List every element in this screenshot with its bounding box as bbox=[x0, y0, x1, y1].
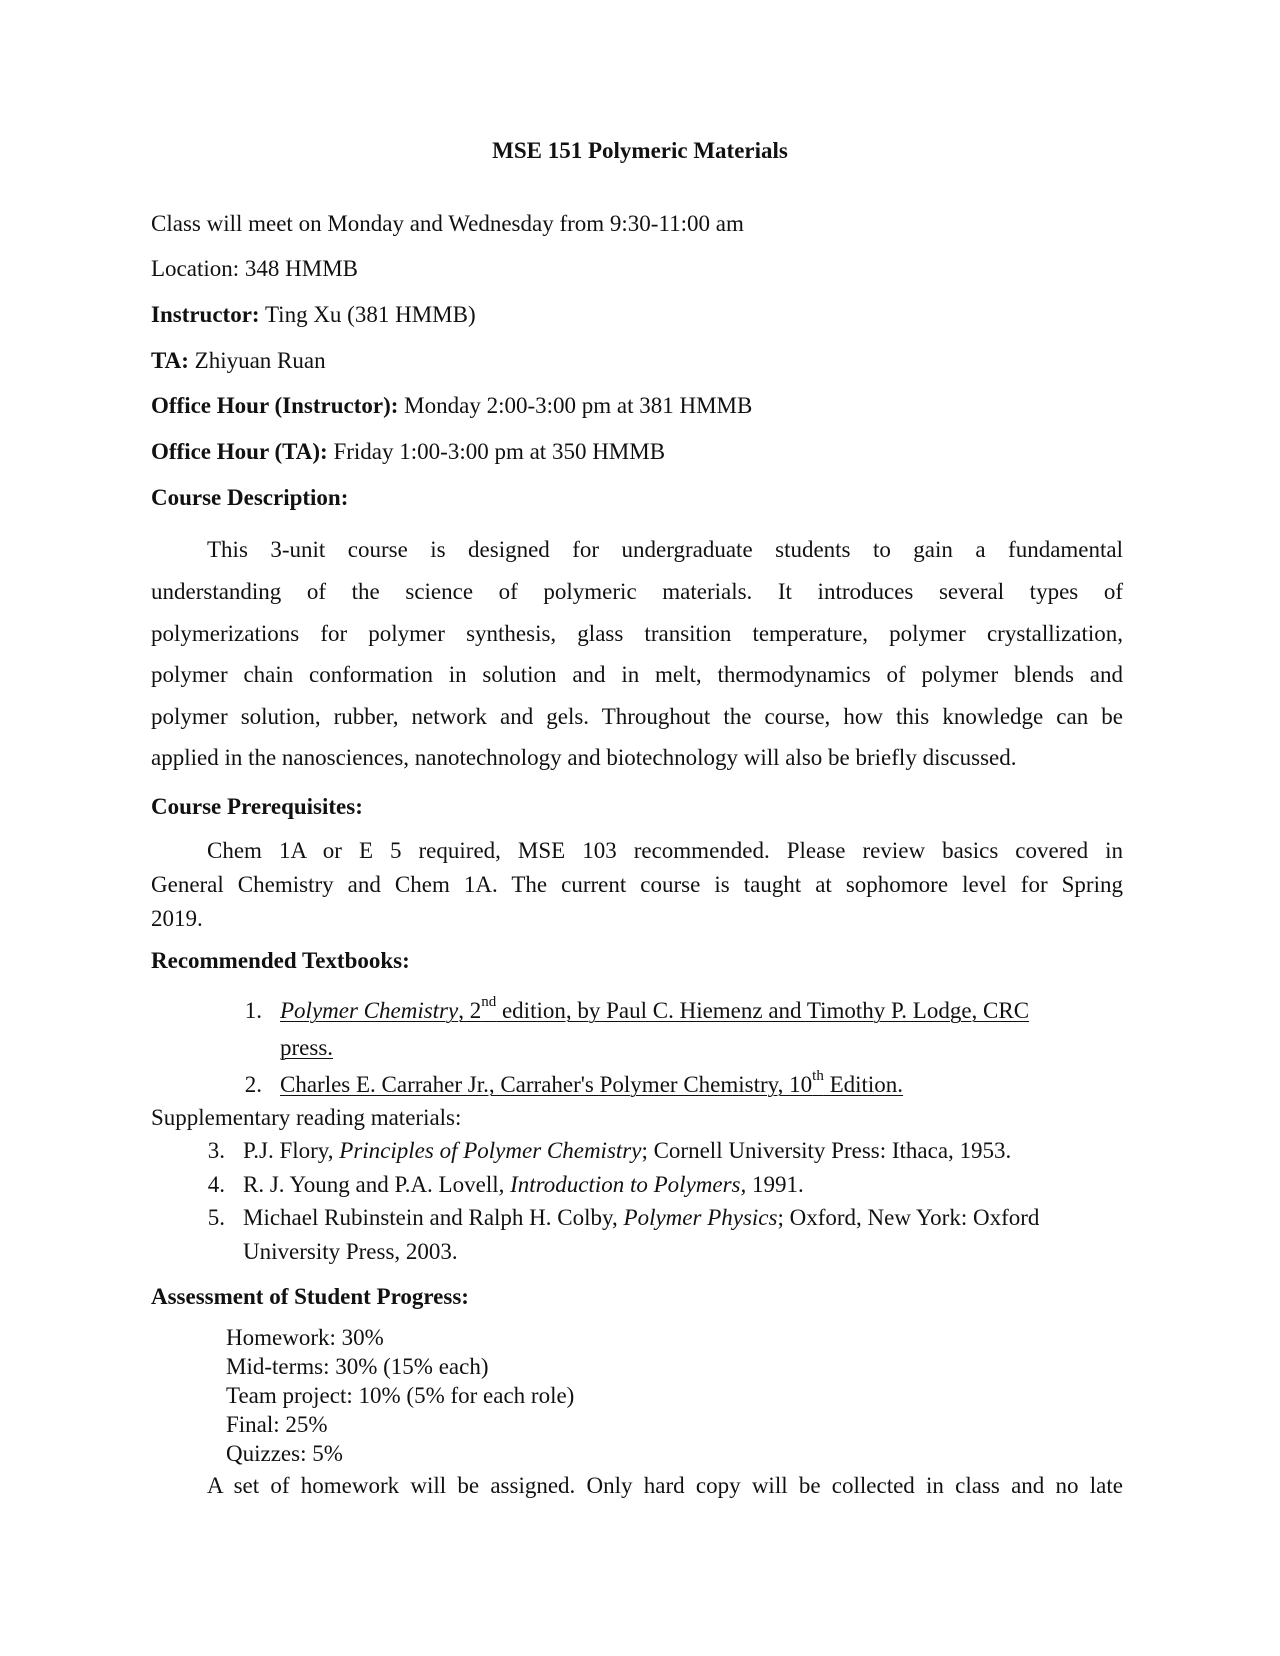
instructor-line bbox=[151, 301, 476, 329]
supplementary-publisher: ; Oxford, New York: Oxford bbox=[777, 1205, 1040, 1230]
ta-value: Zhiyuan Ruan bbox=[194, 348, 326, 373]
homework-policy-line: A set of homework will be assigned. Only hard copy will be collected in class and no late bbox=[207, 1473, 1123, 1498]
office-hour-instructor-line bbox=[151, 392, 752, 420]
supplementary-publisher: ; Cornell University Press: Ithaca, 1953. bbox=[641, 1138, 1012, 1163]
textbook-number: 1. bbox=[244, 998, 262, 1023]
textbook-details: Charles E. Carraher Jr., Carraher's Polymer Chemistry, 10 bbox=[280, 1072, 813, 1097]
supplementary-item-3 bbox=[243, 1137, 1011, 1165]
textbook-superscript: nd bbox=[481, 994, 497, 1010]
class-meeting-time: Class will meet on Monday and Wednesday from 9:30-11:00 am bbox=[151, 211, 744, 236]
assessment-item: Quizzes: 5% bbox=[226, 1441, 343, 1466]
course-description-line: polymer solution, rubber, network and gels. Throughout the course, how this knowledge can be bbox=[151, 704, 1123, 729]
supplementary-number: 4. bbox=[207, 1172, 225, 1197]
supplementary-item-4 bbox=[243, 1171, 804, 1199]
textbook-item-2 bbox=[280, 1068, 904, 1099]
course-description-line: polymer chain conformation in solution and in melt, thermodynamics of polymer blends and bbox=[151, 662, 1123, 687]
prerequisites-line: General Chemistry and Chem 1A. The current course is taught at sophomore level for Spring bbox=[151, 872, 1123, 897]
assessment-item: Final: 25% bbox=[226, 1412, 328, 1437]
instructor-value: Ting Xu (381 HMMB) bbox=[264, 302, 476, 327]
course-description-line: applied in the nanosciences, nanotechnology and biotechnology will also be briefly discussed. bbox=[151, 745, 1017, 770]
instructor-label: Instructor: bbox=[151, 302, 260, 327]
assessment-item: Homework: 30% bbox=[226, 1325, 384, 1350]
supplementary-heading: Supplementary reading materials: bbox=[151, 1105, 462, 1130]
office-hour-ta-line bbox=[151, 438, 665, 466]
office-hour-ta-label: Office Hour (TA): bbox=[151, 439, 328, 464]
supplementary-author: Michael Rubinstein and Ralph H. Colby, bbox=[243, 1205, 624, 1230]
textbook-sep: , 2 bbox=[458, 998, 482, 1023]
office-hour-instructor-value: Monday 2:00-3:00 pm at 381 HMMB bbox=[404, 393, 753, 418]
textbook-details: edition, by Paul C. Hiemenz and Timothy P. Lodge, CRC bbox=[496, 998, 1030, 1023]
supplementary-author: R. J. Young and P.A. Lovell, bbox=[243, 1172, 511, 1197]
supplementary-title: Principles of Polymer Chemistry bbox=[339, 1138, 642, 1163]
course-description-heading: Course Description: bbox=[151, 485, 349, 510]
location: Location: 348 HMMB bbox=[151, 256, 358, 281]
prerequisites-line: 2019. bbox=[151, 906, 203, 931]
textbook-title: Polymer Chemistry bbox=[280, 998, 459, 1023]
supplementary-continuation: University Press, 2003. bbox=[243, 1239, 458, 1264]
supplementary-item-5 bbox=[243, 1204, 1039, 1232]
supplementary-publisher: 1991. bbox=[746, 1172, 804, 1197]
office-hour-ta-value: Friday 1:00-3:00 pm at 350 HMMB bbox=[333, 439, 666, 464]
supplementary-number: 3. bbox=[207, 1138, 225, 1163]
textbook-continuation: press. bbox=[280, 1035, 334, 1060]
course-description-line: understanding of the science of polymeric materials. It introduces several types of bbox=[151, 579, 1123, 604]
supplementary-author: P.J. Flory, bbox=[243, 1138, 340, 1163]
assessment-item: Team project: 10% (5% for each role) bbox=[226, 1383, 575, 1408]
assessment-item: Mid-terms: 30% (15% each) bbox=[226, 1354, 489, 1379]
ta-line bbox=[151, 347, 326, 375]
course-prerequisites-heading: Course Prerequisites: bbox=[151, 794, 363, 819]
course-description-line: polymerizations for polymer synthesis, glass transition temperature, polymer crystallization, bbox=[151, 621, 1123, 646]
textbook-edition: Edition. bbox=[823, 1072, 904, 1097]
office-hour-instructor-label: Office Hour (Instructor): bbox=[151, 393, 399, 418]
textbook-number: 2. bbox=[244, 1072, 262, 1097]
ta-label: TA: bbox=[151, 348, 189, 373]
page-title: MSE 151 Polymeric Materials bbox=[492, 138, 788, 163]
supplementary-number: 5. bbox=[207, 1205, 225, 1230]
prerequisites-line: Chem 1A or E 5 required, MSE 103 recommended. Please review basics covered in bbox=[207, 838, 1123, 863]
course-description-line: This 3-unit course is designed for undergraduate students to gain a fundamental bbox=[207, 537, 1123, 562]
assessment-heading: Assessment of Student Progress: bbox=[151, 1284, 469, 1309]
supplementary-title: Introduction to Polymers, bbox=[510, 1172, 747, 1197]
textbook-item-1 bbox=[280, 994, 1030, 1025]
supplementary-title: Polymer Physics bbox=[623, 1205, 778, 1230]
textbook-superscript: th bbox=[812, 1068, 824, 1084]
recommended-textbooks-heading: Recommended Textbooks: bbox=[151, 948, 410, 973]
